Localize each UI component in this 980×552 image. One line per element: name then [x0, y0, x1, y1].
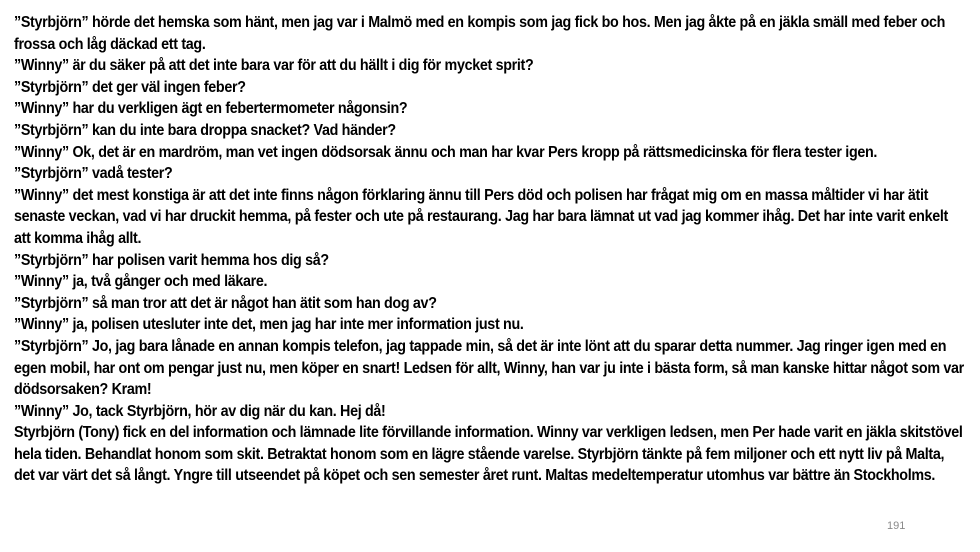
- paragraph: ”Styrbjörn” kan du inte bara droppa snacket? Vad händer?: [14, 121, 396, 139]
- paragraph: ”Styrbjörn” hörde det hemska som hänt, men jag var i Malmö med en kompis som jag fick bo hos. Men jag åkte på en jäkla smäll med feber och frossa och låg däckad ett tag.: [14, 14, 946, 53]
- page-number: 191: [887, 520, 906, 532]
- paragraph: ”Winny” Jo, tack Styrbjörn, hör av dig när du kan. Hej då!: [14, 402, 386, 420]
- body-text: [14, 12, 967, 487]
- paragraph: Styrbjörn (Tony) fick en del information och lämnade lite förvillande information. Winny var verkligen ledsen, men Per hade varit en jäkla skitstövel hela tiden. Behandlat honom som skit. Betraktat honom som en lägre stående varelse. Styrbjörn tänkte på fem miljoner och ett nytt liv på Malta, det var värt det så långt. Yngre till utseendet på köpet och sen semester året runt. Maltas medeltemperatur utomhus var bättre än Stockholms.: [14, 424, 963, 485]
- paragraph: ”Winny” det mest konstiga är att det inte finns någon förklaring ännu till Pers död och polisen har frågat mig om en massa måltider vi har ätit senaste veckan, vad vi har druckit hemma, på fester och ute på restaurang. Jag har bara lämnat ut vad jag kommer ihåg. Det har inte varit enkelt att komma ihåg allt.: [14, 186, 948, 247]
- paragraph: ”Styrbjörn” har polisen varit hemma hos dig så?: [14, 251, 329, 269]
- paragraph: ”Winny” ja, polisen utesluter inte det, men jag har inte mer information just nu.: [14, 316, 524, 334]
- paragraph: ”Styrbjörn” Jo, jag bara lånade en annan kompis telefon, jag tappade min, så det är inte lönt att du sparar detta nummer. Jag ringer igen med en egen mobil, har ont om pengar just nu, men köper en snart! Ledsen för allt, Winny, han var ju inte i bästa form, så man kanske hittar något som var dödsorsaken? Kram!: [14, 337, 964, 399]
- paragraph: ”Styrbjörn” det ger väl ingen feber?: [14, 78, 246, 96]
- paragraph: ”Winny” har du verkligen ägt en febertermometer någonsin?: [14, 100, 408, 118]
- paragraph: ”Winny” är du säker på att det inte bara var för att du hällt i dig för mycket sprit?: [14, 57, 534, 75]
- paragraph: ”Styrbjörn” vadå tester?: [14, 165, 173, 183]
- paragraph: ”Styrbjörn” så man tror att det är något han ätit som han dog av?: [14, 294, 437, 312]
- paragraph: ”Winny” Ok, det är en mardröm, man vet ingen dödsorsak ännu och man har kvar Pers kropp på rättsmedicinska för flera tester igen.: [14, 143, 878, 161]
- paragraph: ”Winny” ja, två gånger och med läkare.: [14, 273, 268, 291]
